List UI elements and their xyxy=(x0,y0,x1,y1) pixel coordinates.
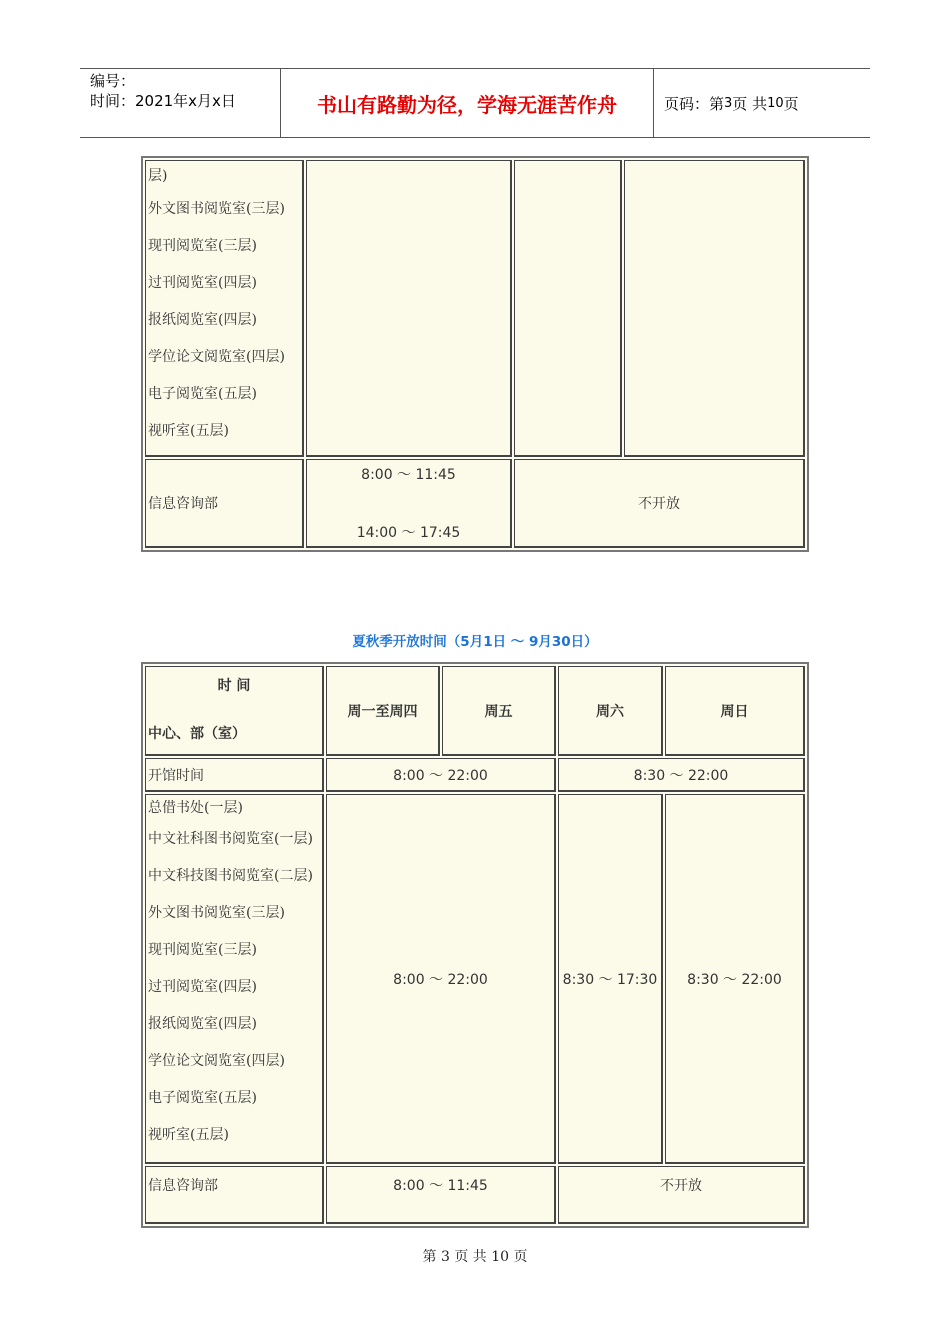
summer-schedule-table xyxy=(141,662,809,1228)
room-name: 中文社科图书阅览室(一层) xyxy=(148,831,313,847)
room-name: 外文图书阅览室(三层) xyxy=(148,201,285,217)
doc-number-label: 编号： xyxy=(90,72,136,90)
header-meta xyxy=(80,69,281,137)
page-prefix: 页码：第 xyxy=(664,94,725,113)
room-name: 电子阅览室(五层) xyxy=(148,386,257,402)
corner-time-label: 时 间 xyxy=(217,678,251,694)
doc-time-label: 时间：2021年x月x日 xyxy=(90,92,236,110)
info-hours-am: 8:00 ～ 11:45 xyxy=(361,467,456,483)
empty-cell xyxy=(624,160,805,457)
header-motto: 书山有路勤为径，学海无涯苦作舟 xyxy=(281,69,654,137)
rooms-hours-sun: 8:30 ～ 22:00 xyxy=(665,794,805,1164)
room-name: 电子阅览室(五层) xyxy=(148,1090,257,1106)
info-desk-hours xyxy=(306,459,512,548)
info-desk-closed: 不开放 xyxy=(514,459,805,548)
footer-total: 10 xyxy=(491,1249,510,1265)
room-name: 报纸阅览室(四层) xyxy=(148,312,257,328)
info-desk-hours: 8:00 ～ 11:45 xyxy=(326,1166,556,1224)
schedule-table-continued xyxy=(141,156,809,552)
room-name: 学位论文阅览室(四层) xyxy=(148,1053,285,1069)
room-name: 现刊阅览室(三层) xyxy=(148,238,257,254)
room-name: 过刊阅览室(四层) xyxy=(148,275,257,291)
rooms-hours-sat: 8:30 ～ 17:30 xyxy=(558,794,663,1164)
room-name: 报纸阅览室(四层) xyxy=(148,1016,257,1032)
header-page-info xyxy=(654,69,870,137)
corner-header xyxy=(145,666,324,756)
col-header-fri: 周五 xyxy=(442,666,556,756)
room-name: 外文图书阅览室(三层) xyxy=(148,905,285,921)
info-desk-label: 信息咨询部 xyxy=(145,1166,324,1224)
page-total: 10 xyxy=(767,95,784,111)
info-hours-pm: 14:00 ～ 17:45 xyxy=(356,525,461,541)
section-title: 夏秋季开放时间（5月1日 ～ 9月30日） xyxy=(352,634,598,650)
room-name: 层) xyxy=(148,168,168,184)
room-name: 过刊阅览室(四层) xyxy=(148,979,257,995)
room-name: 现刊阅览室(三层) xyxy=(148,942,257,958)
info-desk-label: 信息咨询部 xyxy=(145,459,304,548)
room-list xyxy=(145,794,324,1164)
col-header-sun: 周日 xyxy=(665,666,805,756)
page-footer xyxy=(0,1246,950,1266)
footer-current: 3 xyxy=(440,1249,450,1265)
open-hours-weekday: 8:00 ～ 22:00 xyxy=(326,758,556,792)
room-name: 中文科技图书阅览室(二层) xyxy=(148,868,313,884)
room-name: 学位论文阅览室(四层) xyxy=(148,349,285,365)
corner-dept-label: 中心、部（室） xyxy=(148,726,246,742)
page-header xyxy=(80,68,870,138)
room-list xyxy=(145,160,304,457)
col-header-mon-thu: 周一至周四 xyxy=(326,666,440,756)
col-header-sat: 周六 xyxy=(558,666,663,756)
page-suffix: 页 xyxy=(783,94,799,113)
page-mid: 页 共 xyxy=(732,94,768,113)
rooms-hours-weekday: 8:00 ～ 22:00 xyxy=(326,794,556,1164)
footer-prefix: 第 xyxy=(422,1249,437,1265)
room-name: 总借书处(一层) xyxy=(148,800,243,816)
footer-suffix: 页 xyxy=(513,1249,528,1265)
info-desk-closed: 不开放 xyxy=(558,1166,805,1224)
open-hours-label: 开馆时间 xyxy=(145,758,324,792)
room-name: 视听室(五层) xyxy=(148,423,229,439)
empty-cell xyxy=(306,160,512,457)
room-name: 视听室(五层) xyxy=(148,1127,229,1143)
page-current: 3 xyxy=(724,95,733,111)
open-hours-weekend: 8:30 ～ 22:00 xyxy=(558,758,805,792)
footer-mid: 页 共 xyxy=(454,1249,487,1265)
empty-cell xyxy=(514,160,622,457)
